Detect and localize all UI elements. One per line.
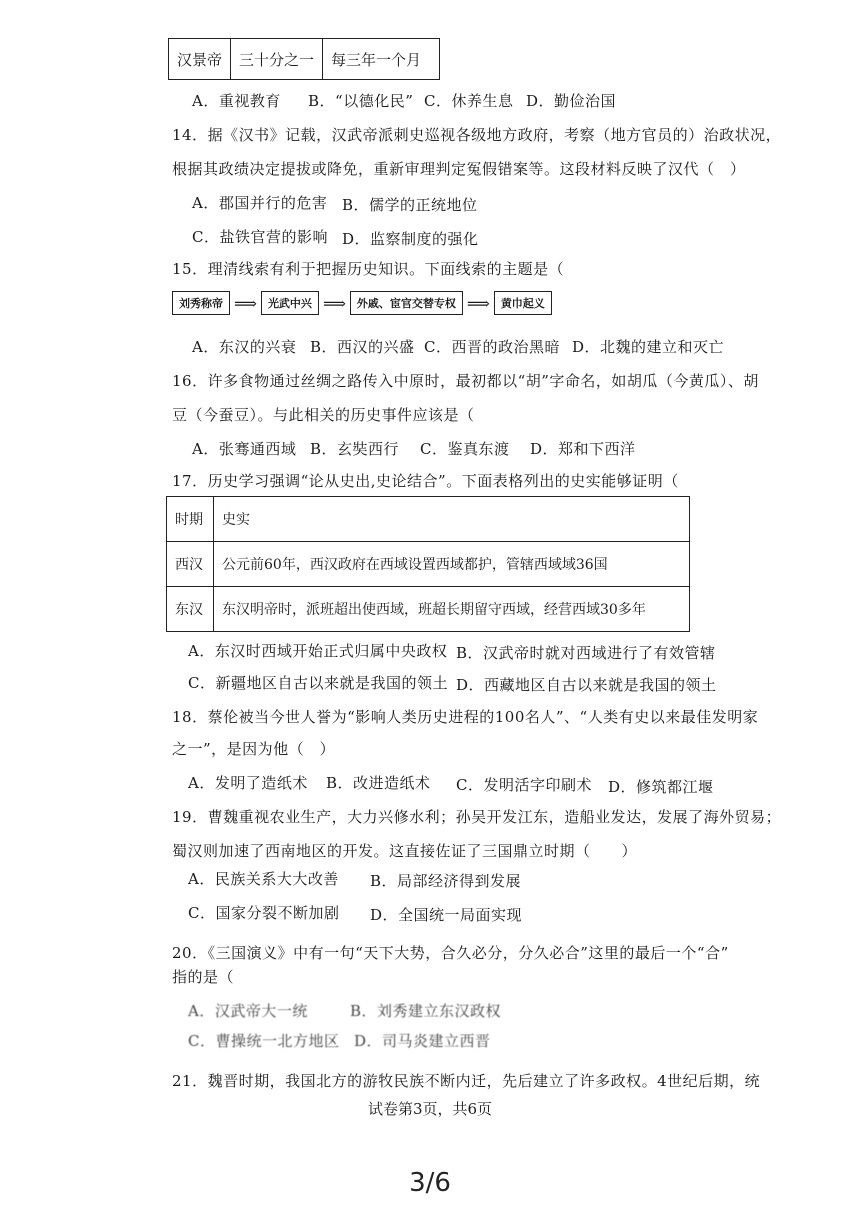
- flow-box-4: 黄巾起义: [494, 291, 552, 315]
- q17-stem: 17．历史学习强调“论从史出,史论结合”。下面表格列出的史实能够证明（: [172, 472, 679, 490]
- q15-flow-chain: [172, 292, 552, 314]
- double-arrow-icon: ⟹: [466, 293, 490, 313]
- q14-option-b: B．儒学的正统地位: [342, 196, 478, 214]
- q18-option-a: A．发明了造纸术: [188, 774, 308, 792]
- period-cell: 西汉: [167, 542, 214, 587]
- q20-stem-line1: 20．《三国演义》中有一句“天下大势，合久必分，分久必合”这里的最后一个“合”: [172, 944, 729, 962]
- flow-box-1: 刘秀称帝: [172, 291, 230, 315]
- q16-option-c: C．鉴真东渡: [420, 440, 510, 458]
- table-row: [167, 497, 690, 542]
- q14-option-d: D．监察制度的强化: [342, 230, 479, 248]
- page-indicator: 3/6: [409, 1168, 451, 1198]
- table-row: [167, 587, 690, 632]
- q15-stem: 15．理清线索有利于把握历史知识。下面线索的主题是（: [172, 260, 565, 278]
- corvee-cell: 每三年一个月: [323, 39, 440, 80]
- q15-option-a: A．东汉的兴衰: [192, 338, 297, 356]
- q17-option-c: C．新疆地区自古以来就是我国的领土: [188, 674, 448, 692]
- double-arrow-icon: ⟹: [234, 293, 257, 313]
- q19-option-d: D．全国统一局面实现: [370, 906, 523, 924]
- q13-option-c: C．休养生息: [424, 92, 514, 110]
- page-footer: 试卷第3页，共6页: [367, 1100, 493, 1118]
- q20-stem-line2: 指的是（: [172, 968, 235, 986]
- q17-option-d: D．西藏地区自古以来就是我国的领土: [456, 676, 717, 694]
- q20-option-c: C．曹操统一北方地区: [188, 1032, 340, 1050]
- q13-option-d: D．勤俭治国: [526, 92, 617, 110]
- q17-history-table: [166, 496, 690, 632]
- q16-stem-line1: 16．许多食物通过丝绸之路传入中原时，最初都以“胡”字命名，如胡瓜（今黄瓜）、胡: [172, 372, 759, 390]
- q16-option-d: D．郑和下西洋: [530, 440, 636, 458]
- q14-option-a: A．郡国并行的危害: [192, 194, 328, 212]
- q13-option-b: B．“以德化民”: [308, 92, 414, 110]
- q18-option-c: C．发明活字印刷术: [456, 776, 592, 794]
- q15-option-b: B．西汉的兴盛: [310, 338, 415, 356]
- q20-option-b: B．刘秀建立东汉政权: [350, 1002, 502, 1020]
- rate-cell: 三十分之一: [231, 39, 323, 80]
- emperor-cell: 汉景帝: [169, 39, 231, 80]
- double-arrow-icon: ⟹: [322, 293, 346, 313]
- table-row: [167, 542, 690, 587]
- tax-table-fragment: [168, 38, 440, 80]
- q15-option-d: D．北魏的建立和灭亡: [572, 338, 725, 356]
- flow-box-3: 外戚、宦官交替专权: [350, 291, 463, 315]
- table-row: [169, 39, 440, 80]
- q14-stem-line1: 14．据《汉书》记载，汉武帝派刺史巡视各级地方政府，考察（地方官员的）治政状况，: [172, 126, 782, 144]
- q13-option-a: A．重视教育: [192, 92, 281, 110]
- fact-cell: 东汉明帝时，派班超出使西域，班超长期留守西域，经营西域30多年: [214, 587, 690, 632]
- q15-option-c: C．西晋的政治黑暗: [424, 338, 560, 356]
- q19-option-b: B．局部经济得到发展: [370, 872, 522, 890]
- flow-box-2: 光武中兴: [261, 291, 319, 315]
- q21-stem-line1: 21．魏晋时期，我国北方的游牧民族不断内迁，先后建立了许多政权。4世纪后期，统: [172, 1072, 761, 1090]
- q16-stem-line2: 豆（今蚕豆）。与此相关的历史事件应该是（: [172, 406, 475, 424]
- q18-option-b: B．改进造纸术: [326, 774, 431, 792]
- header-period: 时期: [167, 497, 214, 542]
- header-fact: 史实: [214, 497, 690, 542]
- period-cell: 东汉: [167, 587, 214, 632]
- q20-option-d: D．司马炎建立西晋: [354, 1032, 491, 1050]
- q16-option-b: B．玄奘西行: [310, 440, 400, 458]
- q14-stem-line2: 根据其政绩决定提拔或降免，重新审理判定冤假错案等。这段材料反映了汉代（ ）: [172, 160, 746, 178]
- q18-option-d: D．修筑都江堰: [608, 778, 714, 796]
- q19-stem-line1: 19．曹魏重视农业生产，大力兴修水利；孙吴开发江东，造船业发达，发展了海外贸易；: [172, 808, 782, 826]
- q18-stem-line1: 18．蔡伦被当今世人誉为“影响人类历史进程的100名人”、“人类有史以来最佳发明家: [172, 708, 759, 726]
- q18-stem-line2: 之一”，是因为他（ ）: [172, 740, 336, 758]
- q16-option-a: A．张骞通西域: [192, 440, 297, 458]
- q19-option-a: A．民族关系大大改善: [188, 870, 339, 888]
- q19-stem-line2: 蜀汉则加速了西南地区的开发。这直接佐证了三国鼎立时期（ ）: [172, 842, 638, 860]
- q20-option-a: A．汉武帝大一统: [188, 1002, 308, 1020]
- q17-option-a: A．东汉时西域开始正式归属中央政权: [188, 642, 448, 660]
- q14-option-c: C．盐铁官营的影响: [192, 228, 328, 246]
- q19-option-c: C．国家分裂不断加剧: [188, 904, 340, 922]
- fact-cell: 公元前60年，西汉政府在西域设置西域都护，管辖西域域36国: [214, 542, 690, 587]
- q17-option-b: B．汉武帝时就对西域进行了有效管辖: [456, 644, 716, 662]
